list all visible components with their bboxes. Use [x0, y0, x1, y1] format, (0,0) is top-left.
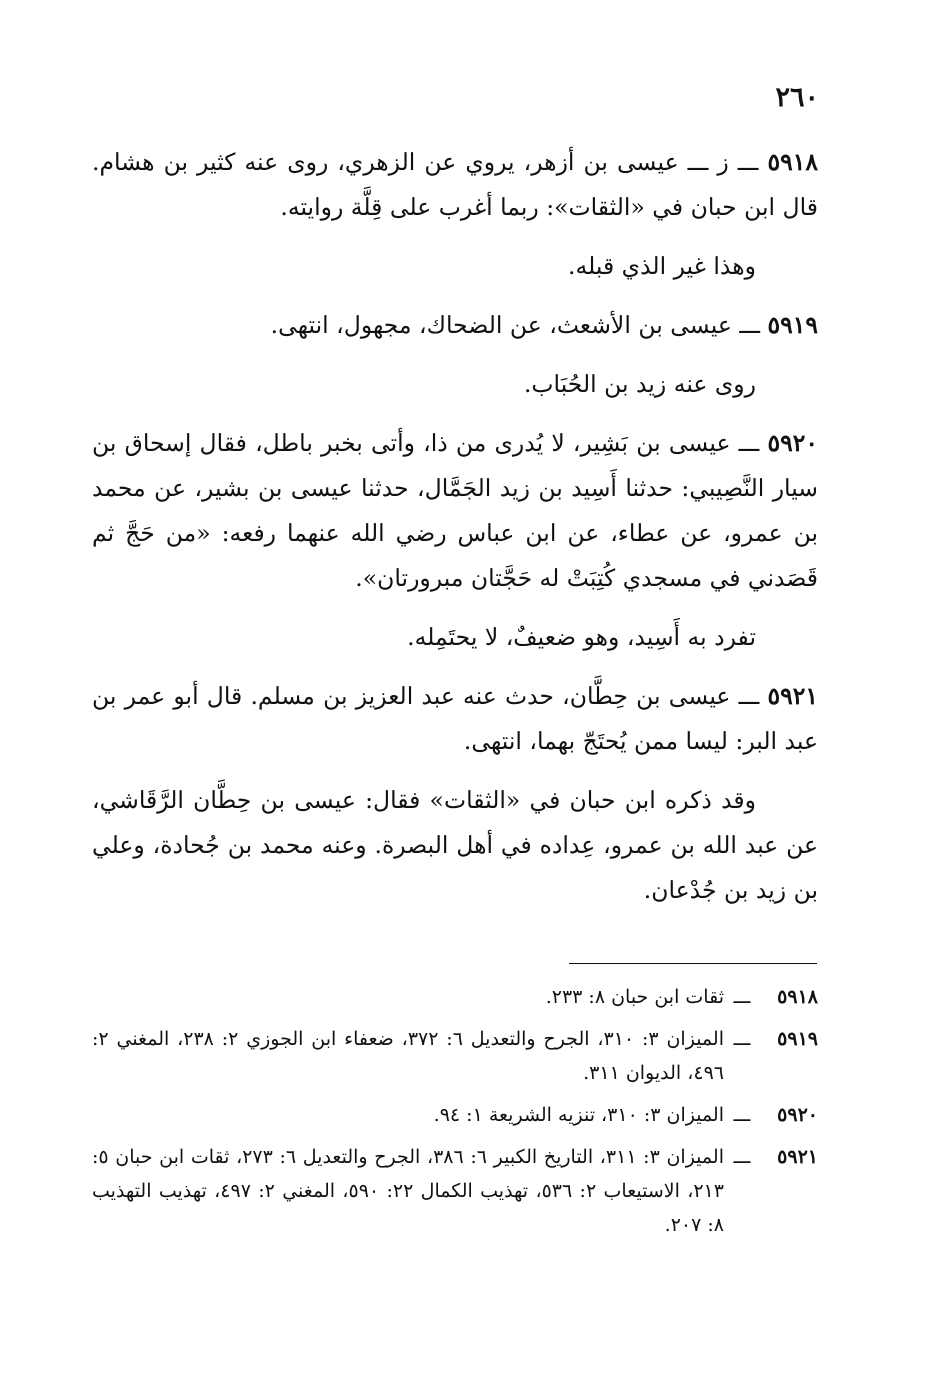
- entry-separator: ـــ: [730, 429, 768, 457]
- entry-text: عيسى بن بَشِير، لا يُدرى من ذا، وأتى بخبر باطل، فقال إسحاق بن سيار النَّصِيبي: حدثنا أَسِيد بن زيد الجَمَّال، حدثنا عيسى بن بشير، عن محمد بن عمرو، عن عطاء، عن ابن عباس رضي الله عنهما رفعه: «من حَجَّ ثم قَصَدني في مسجدي كُتِبَتْ له حَجَّتان مبرورتان».: [92, 429, 818, 592]
- footnote-number: ٥٩٢١: [777, 1146, 818, 1168]
- entry-separator: ـــ: [730, 682, 768, 710]
- entry-number: ٥٩٢١: [767, 682, 818, 710]
- footnote: [92, 980, 818, 1014]
- entry-paragraph: [92, 303, 818, 348]
- footnote: [92, 1140, 818, 1242]
- entry-separator: ـــ: [728, 148, 768, 176]
- footnote-text: الميزان ٣: ٣١٠، الجرح والتعديل ٦: ٣٧٢، ضعفاء ابن الجوزي ٢: ٢٣٨، المغني ٢: ٤٩٦، الديوان ٣١١.: [92, 1028, 724, 1084]
- footnote-number: ٥٩٢٠: [777, 1104, 818, 1126]
- entry-paragraph: [92, 140, 818, 230]
- footnote-dash: ـــ: [733, 1104, 751, 1126]
- main-text: [92, 140, 818, 927]
- footnote-text: ثقات ابن حبان ٨: ٢٣٣.: [545, 986, 724, 1008]
- footnote-text: الميزان ٣: ٣١١، التاريخ الكبير ٦: ٣٨٦، الجرح والتعديل ٦: ٢٧٣، ثقات ابن حبان ٥: ٢١٣، الاستيعاب ٢: ٥٣٦، تهذيب الكمال ٢٢: ٥٩٠، المغني ٢: ٤٩٧، تهذيب التهذيب ٨: ٢٠٧.: [92, 1146, 724, 1236]
- entry-paragraph: [92, 674, 818, 764]
- footnote-number: ٥٩١٨: [777, 986, 818, 1008]
- footnote-divider: [569, 963, 817, 964]
- footnote-number: ٥٩١٩: [777, 1028, 818, 1050]
- footnote-text: الميزان ٣: ٣١٠، تنزيه الشريعة ١: ٩٤.: [433, 1104, 724, 1126]
- footnote-dash: ـــ: [733, 1028, 751, 1050]
- comment-paragraph: وهذا غير الذي قبله.: [568, 252, 756, 280]
- footnote: [92, 1098, 818, 1132]
- footnote-dash: ـــ: [733, 986, 751, 1008]
- footnote: [92, 1022, 818, 1090]
- entry-number: ٥٩٢٠: [767, 429, 818, 457]
- comment-paragraph: تفرد به أَسِيد، وهو ضعيفٌ، لا يحتَمِله.: [407, 623, 756, 651]
- entry-separator: ـــ: [731, 311, 768, 339]
- entry-number: ٥٩١٩: [767, 311, 818, 339]
- page-number: ٢٦٠: [775, 82, 819, 113]
- footnote-dash: ـــ: [733, 1146, 751, 1168]
- entry-text: ز ـــ عيسى بن أزهر، يروي عن الزهري، روى عنه كثير بن هشام. قال ابن حبان في «الثقات»: ربما أغرب على قِلَّة روايته.: [92, 148, 818, 221]
- comment-paragraph: وقد ذكره ابن حبان في «الثقات» فقال: عيسى بن حِطَّان الرَّقَاشي، عن عبد الله بن عمرو، عِداده في أهل البصرة. وعنه محمد بن جُحادة، وعلي بن زيد بن جُدْعان.: [92, 786, 818, 904]
- footnotes: [92, 980, 818, 1250]
- entry-paragraph: [92, 421, 818, 601]
- comment-paragraph: روى عنه زيد بن الحُبَاب.: [523, 370, 756, 398]
- entry-text: عيسى بن الأشعث، عن الضحاك، مجهول، انتهى.: [270, 311, 732, 339]
- entry-text: عيسى بن حِطَّان، حدث عنه عبد العزيز بن مسلم. قال أبو عمر بن عبد البر: ليسا ممن يُحتَجّ بهما، انتهى.: [92, 682, 818, 755]
- entry-number: ٥٩١٨: [767, 148, 818, 176]
